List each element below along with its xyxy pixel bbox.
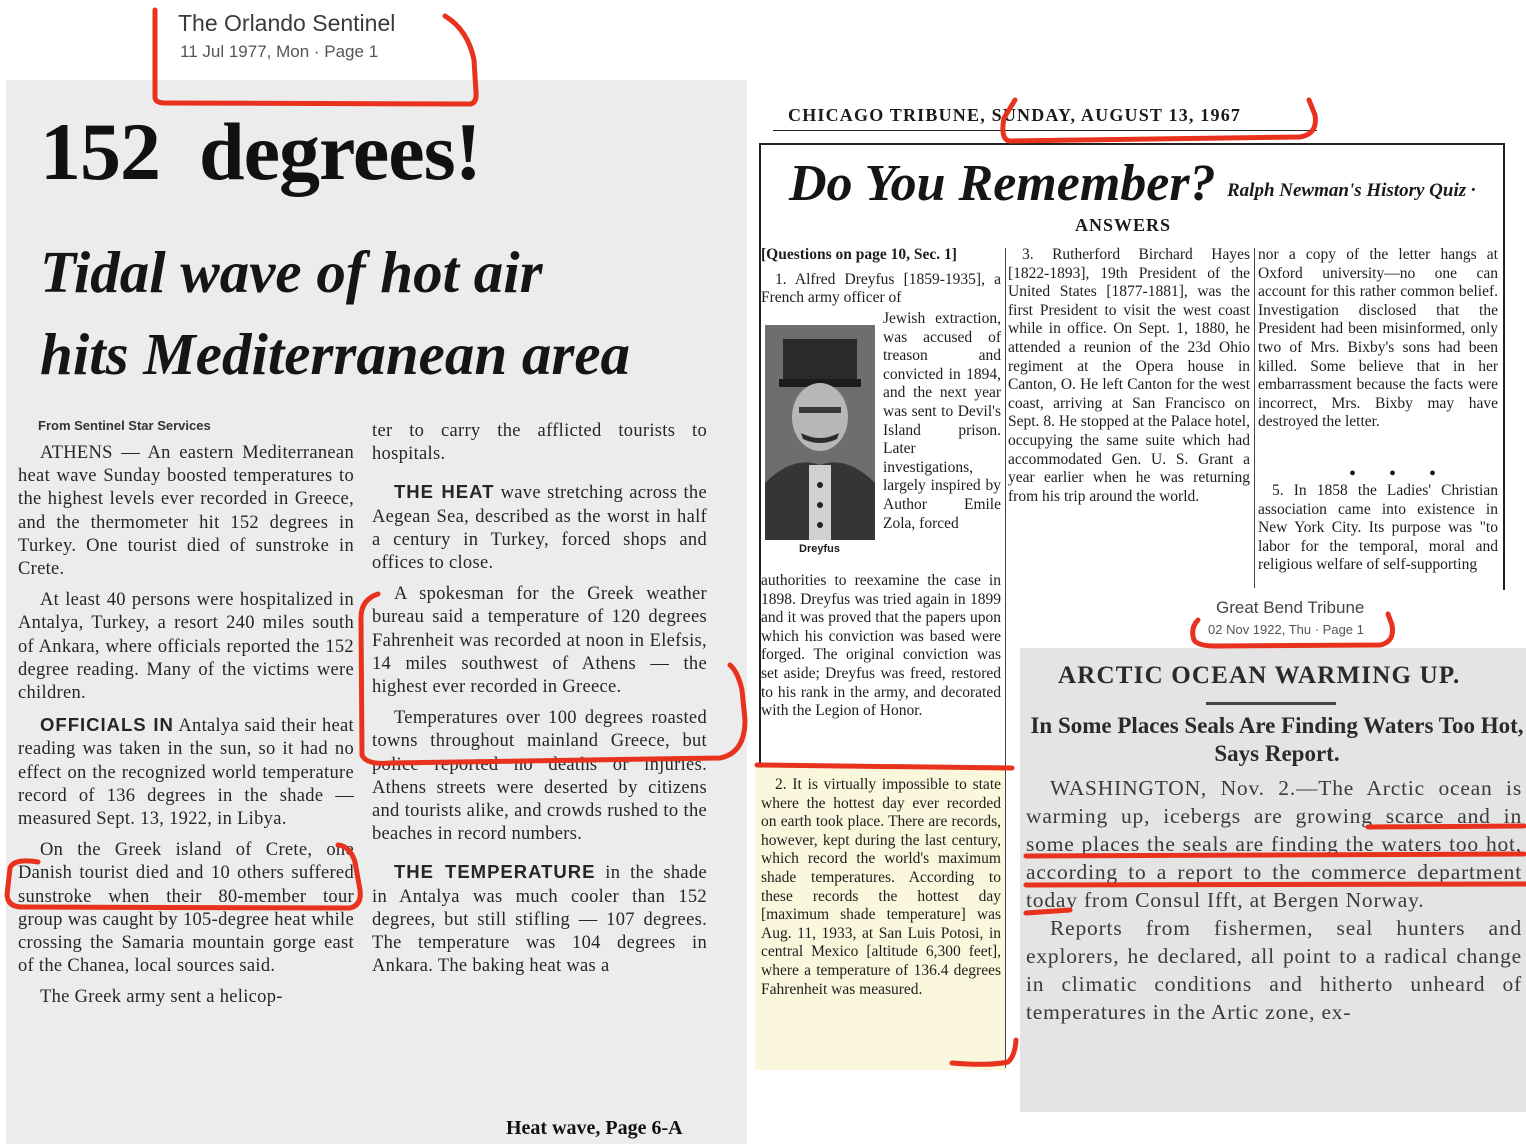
greatbend-paragraph-1: WASHINGTON, Nov. 2.—The Arctic ocean is warming up, icebergs are growing scarce and in some places the seals are finding the waters too hot, according to a report to the commerce department today from Consul Ifft, at Bergen Norway. bbox=[1026, 776, 1522, 912]
chicago-answer-1-intro: 1. Alfred Dreyfus [1859-1935], a French army officer of bbox=[761, 270, 1001, 307]
chicago-column-1 bbox=[761, 246, 1001, 308]
chicago-answer-1-rest bbox=[761, 572, 1001, 721]
greatbend-caption bbox=[1016, 590, 1526, 648]
greatbend-headline-rule bbox=[1206, 702, 1336, 705]
chicago-masthead bbox=[788, 105, 1241, 126]
chicago-answer-3-text: 3. Rutherford Birchard Hayes [1822-1893], 19th President of the United States [1877-1881], was the first President to visit the west coast while in office. On Sept. 1, 1880, he attended a reunion of the 23d Ohio regiment at the Opera house in Canton, O. He left Canton for the west coast, arriving at San Francisco on Sept. 8. He stopped at the Palace hotel, occupying the same suite which had accommodated Gen. U. S. Grant a year earlier when he was returning from his trip around the world. bbox=[1008, 246, 1250, 505]
chicago-quiz-title: Do You Remember? bbox=[789, 155, 1216, 212]
chicago-answers-label: ANSWERS bbox=[1075, 215, 1172, 235]
chicago-separator-dots: • • • bbox=[1349, 463, 1451, 485]
chicago-answer-5-text: 5. In 1858 the Ladies' Christian association came into existence in New York City. Its purpose was "to labor for the temporal, moral and religious welfare of self-supporting bbox=[1258, 482, 1498, 574]
orlando-continuation: ter to carry the afflicted tourists to hospitals. bbox=[372, 421, 707, 465]
orlando-subhead-line-1: Tidal wave of hot air bbox=[40, 239, 543, 305]
greatbend-headline: ARCTIC OCEAN WARMING UP. bbox=[1058, 662, 1461, 689]
chicago-questions-ref: [Questions on page 10, Sec. 1] bbox=[761, 246, 957, 263]
chicago-answer-1-wrap-text: Jewish extraction, was accused of treason and convicted in 1894, and the next year was sent to Devil's Island prison. Later investigations, largely inspired by Author Emile Zola, forced bbox=[883, 310, 1001, 532]
orlando-headline: 152 degrees! bbox=[40, 106, 481, 197]
chicago-masthead-paper: CHICAGO TRIBUNE, bbox=[788, 105, 986, 125]
orlando-sentinel-clipping bbox=[6, 80, 747, 1144]
orlando-temperature-lead: THE TEMPERATURE bbox=[394, 861, 596, 883]
orlando-paragraph-spokesman: A spokesman for the Greek weather bureau said a temperature of 120 degrees Fahrenheit was recorded at noon in Elefsis, 14 miles southwest of Athens — the highest ever recorded in Greece. bbox=[372, 584, 707, 698]
chicago-answer-1-rest-text: authorities to reexamine the case in 1898. Dreyfus was tried again in 1899 and it was proved that the papers upon which his conviction was based were forged. The original conviction was set aside; Dreyfus was freed, restored to his rank in the army, and decorated with the Legion of Honor. bbox=[761, 572, 1001, 720]
chicago-answer-2 bbox=[761, 776, 1001, 999]
chicago-column-3 bbox=[1258, 246, 1498, 432]
orlando-paragraph-army: The Greek army sent a helicop- bbox=[40, 987, 283, 1008]
chicago-quiz-label: Ralph Newman's History Quiz · bbox=[1227, 180, 1476, 201]
chicago-answer-1-wrap bbox=[883, 310, 1001, 533]
orlando-jump-line: Heat wave, Page 6-A bbox=[506, 1117, 683, 1139]
orlando-paragraph-antalya: At least 40 persons were hospitalized in Antalya, Turkey, a resort 240 miles south of Ankara, where officials reported the 152 degree reading. Many of the victims were children. bbox=[18, 590, 354, 704]
chicago-answer-2-text: 2. It is virtually impossible to state where the hottest day ever recorded on earth took place. There are records, however, kept during the last century, which record the world's maximum shade temperatures. According to these records the hottest day [maximum shade temperature] was Aug. 11, 1933, at San Luis Potosi, in central Mexico [altitude 6,300 feet], where a temperature of 136.4 degrees Fahrenheit was measured. bbox=[761, 776, 1001, 998]
orlando-caption-title: The Orlando Sentinel bbox=[178, 10, 396, 36]
chicago-answer-5 bbox=[1258, 482, 1498, 575]
orlando-heat-text: wave stretching across the Aegean Sea, described as the worst in half a century in Turkey, forced shops and offices to close. bbox=[372, 483, 707, 574]
orlando-temperature-text: in the shade in Antalya was much cooler than 152 degrees, but still stifling — 107 degrees. The temperature was 104 degrees in Ankara. The baking heat was a bbox=[372, 863, 708, 977]
orlando-paragraph-heat bbox=[372, 480, 707, 575]
orlando-paragraph-athens: ATHENS — An eastern Mediterranean heat wave Sunday boosted temperatures to the highest levels ever recorded in Greece, and the thermometer hit 152 degrees in Turkey. One tourist died of sunstroke in Crete. bbox=[18, 443, 354, 580]
chicago-answer-4-text: nor a copy of the letter hangs at Oxford university—no one can account for this rather common belief. Investigation disclosed that the President had been misinformed, only two of Mrs. Bixby's sons had been killed. Some believe that in her embarrassment because the facts were incorrect, Mrs. Bixby may have destroyed the letter. bbox=[1258, 246, 1498, 431]
chicago-masthead-rule bbox=[773, 130, 1317, 131]
greatbend-paragraph-2: Reports from fishermen, seal hunters and explorers, he declared, all point to a radical change in climatic conditions and hitherto unheard of temperatures in the Artic zone, ex- bbox=[1026, 916, 1522, 1024]
orlando-left-column bbox=[18, 442, 354, 1018]
greatbend-tribune-clipping bbox=[1020, 648, 1526, 1112]
chicago-column-rule-1 bbox=[1005, 248, 1006, 1068]
orlando-subhead-line-2: hits Mediterranean area bbox=[40, 321, 631, 387]
orlando-officials-lead: OFFICIALS IN bbox=[40, 714, 174, 736]
orlando-right-column bbox=[372, 420, 707, 986]
orlando-officials-text: Antalya said their heat reading was taken in the sun, so it had no effect on the recognized world temperature record of 136 degrees in the shade — measured Sept. 13, 1922, in Libya. bbox=[18, 716, 354, 830]
chicago-column-rule-2 bbox=[1254, 248, 1255, 588]
orlando-byline: From Sentinel Star Services bbox=[38, 418, 211, 433]
dreyfus-photo-caption: Dreyfus bbox=[799, 543, 840, 555]
orlando-paragraph-temperature bbox=[372, 860, 707, 978]
greatbend-caption-title: Great Bend Tribune bbox=[1216, 598, 1365, 617]
dreyfus-portrait-photo bbox=[765, 325, 875, 540]
greatbend-body bbox=[1026, 774, 1522, 1026]
greatbend-subhead: In Some Places Seals Are Finding Waters Too Hot, Says Report. bbox=[1030, 713, 1524, 766]
chicago-masthead-date: SUNDAY, AUGUST 13, 1967 bbox=[991, 105, 1242, 125]
chicago-column-2 bbox=[1008, 246, 1250, 506]
orlando-paragraph-crete: On the Greek island of Crete, one Danish tourist died and 10 others suffered sunstroke when their 80-member tour group was caught by 105-degree heat while crossing the Samaria mountain gorge east of the Chanea, local sources said. bbox=[18, 840, 354, 977]
orlando-heat-lead: THE HEAT bbox=[394, 481, 495, 503]
orlando-paragraph-temperatures: Temperatures over 100 degrees roasted towns throughout mainland Greece, but police reported no deaths or injuries. Athens streets were deserted by citizens and tourists alike, and crowds rushed to the beaches in record numbers. bbox=[372, 708, 707, 845]
orlando-paragraph-officials bbox=[18, 713, 354, 831]
greatbend-caption-date: 02 Nov 1922, Thu · Page 1 bbox=[1208, 622, 1364, 637]
orlando-caption-date: 11 Jul 1977, Mon · Page 1 bbox=[180, 42, 379, 61]
